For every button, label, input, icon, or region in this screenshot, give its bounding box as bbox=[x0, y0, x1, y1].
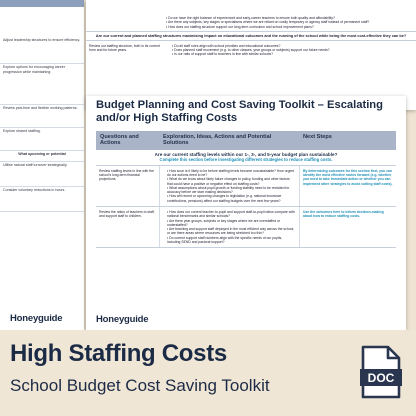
doc-badge-label: DOC bbox=[367, 371, 395, 385]
list-item: • Do current support staff numbers align with the specific needs of our pupils, including SEND and pastoral support? bbox=[167, 235, 283, 245]
list-item: Consider voluntary reductions in hours. bbox=[0, 187, 84, 212]
ideas-cell bbox=[159, 207, 299, 247]
action-cell: Review our staffing structure, both in its current form and for future years. bbox=[89, 43, 160, 53]
column-header: Next Steps bbox=[303, 134, 332, 140]
list-item: • Is our ratio of support staff to teachers in line with similar schools? bbox=[172, 52, 274, 57]
list-item: Utilise natural staff turnover strategically. bbox=[0, 162, 84, 187]
question-list bbox=[158, 0, 416, 31]
band-title: Are our current staffing levels within our 1-, 3-, and 5-year budget plan sustainable? bbox=[154, 151, 338, 157]
list-item: • How will recent or upcoming changes to legislation (e.g. national insurance contributions, pensions) affect our staffing budgets over the next few years? bbox=[167, 194, 282, 203]
section-heading: What upcoming or potential bbox=[0, 151, 84, 162]
list-item: • Does planned staff movement (e.g. to other classes, year groups or subjects) support our future needs? bbox=[172, 48, 330, 53]
list-item: • How soon is it likely to be before staffing levels become unsustainable? How urgent do our actions need to be? bbox=[167, 168, 295, 177]
next-steps-cell: By determining outcomes for this section first, you can identify the most effective routes forward (e.g. whether you need to take immediate action or whether you can implement other strategies to avoid cutting staff costs). bbox=[299, 166, 396, 206]
action-cell: Review the ratios of teachers to staff, and support staff to children. bbox=[99, 209, 155, 219]
list-item: • Are there year groups, subjects or key stages where we are overstaffed or understaffed? bbox=[167, 218, 281, 227]
list-item: Explore options for encouraging career progression while maintaining bbox=[0, 64, 84, 105]
action-cell: Review staffing levels in line with the school's long-term financial projections. bbox=[99, 168, 154, 182]
list-item: • Are teaching and support staff deployed in the most efficient way across the school, or are there areas where resources are being stretched too thin? bbox=[167, 227, 295, 236]
section-band: Are our current and planned staffing structures maximising impact on educational outcomes and the running of the school while being the most cost-effective they can be? bbox=[86, 31, 416, 41]
list-item: Explore shared staffing. bbox=[0, 128, 84, 151]
banner-title: High Staffing Costs bbox=[10, 340, 227, 367]
list-item: • How does our staffing structure support our long-term curriculum and school improvement plans? bbox=[166, 24, 314, 29]
banner-subtitle: School Budget Cost Saving Toolkit bbox=[10, 376, 270, 395]
ideas-cell bbox=[159, 166, 299, 206]
question-list bbox=[164, 41, 416, 60]
table-header bbox=[96, 131, 396, 150]
doc-file-icon bbox=[360, 345, 402, 399]
file-icon bbox=[360, 345, 402, 399]
table-row bbox=[96, 166, 396, 207]
column-header: Exploration, Ideas, Actions and Potential Solutions bbox=[163, 134, 272, 147]
list-item: Adjust leadership structures to ensure efficiency. bbox=[0, 37, 84, 64]
blank-cell bbox=[86, 0, 158, 31]
honeyguide-logo: Honeyguide bbox=[10, 313, 63, 324]
list-item: • Do all staff roles align with school priorities and educational outcomes? bbox=[172, 43, 281, 48]
background-page-top bbox=[86, 0, 416, 110]
list-item: • What assumptions about pupil growth or funding stability need to be revisited for accuracy before we start making decisions? bbox=[167, 185, 290, 195]
list-item: • Do we have the right balance of experienced and early-career teachers to ensure both quality and affordability? bbox=[166, 16, 335, 20]
table-row bbox=[96, 207, 396, 248]
next-steps-cell: Use the outcomes here to inform decision-making about how to reduce staffing costs. bbox=[299, 207, 396, 247]
list-item: • How does our current teacher-to-pupil and support staff-to-pupil ratios compare with national benchmarks and similar schools? bbox=[167, 209, 295, 219]
front-document-page bbox=[86, 96, 406, 330]
column-header: Questions and Actions bbox=[100, 134, 139, 147]
list-item: • Are there any subjects, key stages or specialisms where we are reliant on costly temporary or agency staff instead of permanent staff? bbox=[166, 20, 370, 25]
list-item: Review part-time and flexible working patterns. bbox=[0, 105, 84, 128]
band-subtitle: Complete this section before investigating different strategies to reduce staffing costs. bbox=[159, 157, 333, 163]
document-title: Budget Planning and Cost Saving Toolkit – Escalating and/or High Staffing Costs bbox=[96, 99, 383, 124]
list-item: • What do we know about likely future changes to policy, funding and other factors that could have a positive or negative effect on staffing costs? bbox=[167, 177, 290, 186]
honeyguide-logo: Honeyguide bbox=[96, 314, 149, 325]
section-band bbox=[96, 150, 396, 166]
table-header-bar bbox=[0, 0, 84, 7]
background-page-left bbox=[0, 0, 84, 330]
